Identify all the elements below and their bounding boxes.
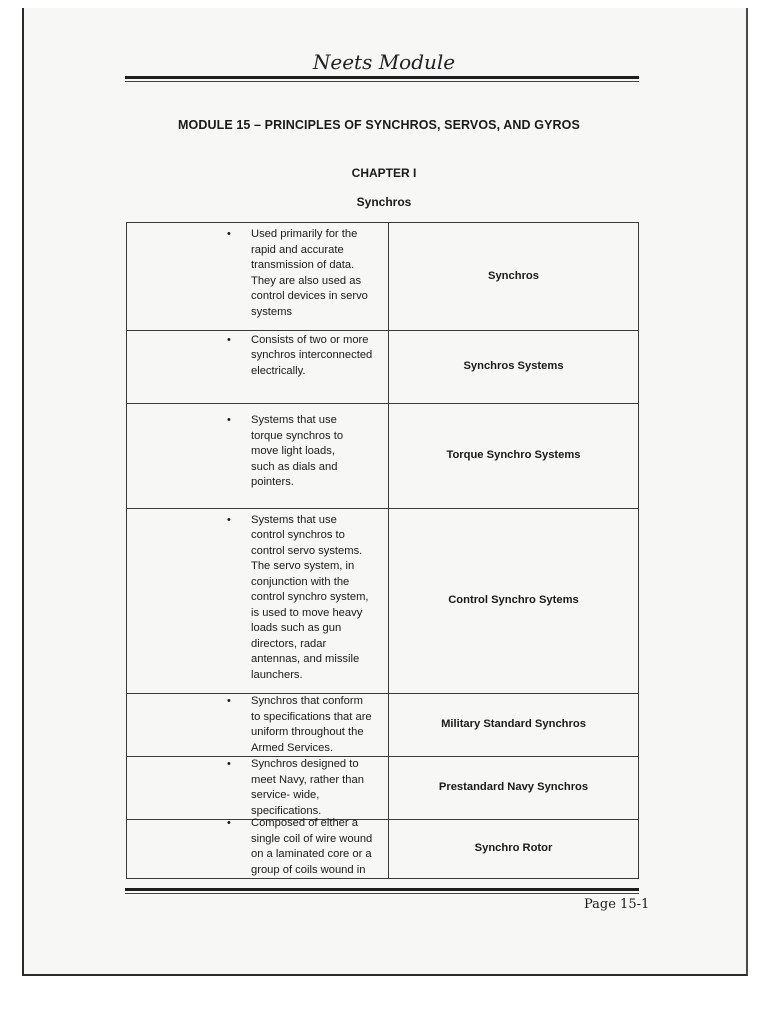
definition-text: Composed of either a single coil of wire wound on a laminated core or a group of coils wound in [251, 817, 373, 876]
bullet-icon: • [227, 817, 231, 829]
table-row [127, 694, 639, 757]
definition-text: Used primarily for the rapid and accurate transmission of data. They are also used as control devices in servo systems [251, 228, 368, 318]
term-cell: Control Synchro Sytems [389, 509, 639, 694]
table-row [127, 223, 639, 331]
table-row [127, 820, 639, 879]
bullet-icon: • [227, 333, 231, 346]
table-row [127, 404, 639, 509]
footer-rule-thin [125, 893, 639, 894]
bullet-icon: • [227, 228, 231, 240]
definition-text: Synchros that conform to specifications that are uniform throughout the Armed Services. [251, 695, 372, 754]
definition-cell [127, 817, 389, 879]
table-row [127, 509, 639, 694]
header-rule [125, 76, 639, 79]
definition-cell [127, 223, 389, 331]
term-cell: Synchro Rotor [389, 820, 639, 879]
bullet-icon: • [227, 414, 231, 427]
term-cell: Synchros Systems [389, 331, 639, 404]
definition-text: Systems that use torque synchros to move light loads, such as dials and pointers. [251, 414, 344, 489]
table-row [127, 331, 639, 404]
definition-text: Systems that use control synchros to control servo systems. The servo system, in conjunction with the control synchro system, is used to move heavy loads such as gun directors, radar antennas, and missile launchers. [251, 513, 369, 681]
term-cell: Torque Synchro Systems [389, 404, 639, 509]
definition-cell [127, 404, 389, 509]
footer-rule [125, 888, 639, 891]
bullet-icon: • [227, 513, 231, 526]
module-title: MODULE 15 – PRINCIPLES OF SYNCHROS, SERVOS, AND GYROS [178, 118, 580, 132]
chapter-heading: CHAPTER I [351, 166, 417, 180]
definition-cell [127, 509, 389, 694]
definition-text: Synchros designed to meet Navy, rather than service- wide, specifications. [251, 758, 364, 817]
header-rule-thin [125, 81, 639, 82]
definition-cell [127, 694, 389, 757]
page-number: Page 15-1 [584, 897, 650, 912]
table-row [127, 757, 639, 820]
section-title: Synchros [356, 195, 412, 209]
bullet-icon: • [227, 695, 231, 707]
bullet-icon: • [227, 758, 231, 770]
definitions-table [126, 222, 639, 879]
document-header-title: Neets Module [312, 50, 456, 74]
definition-cell [127, 757, 389, 820]
term-cell: Military Standard Synchros [389, 694, 639, 757]
definition-text: Consists of two or more synchros interconnected electrically. [251, 333, 373, 377]
definition-cell [127, 331, 389, 404]
term-cell: Synchros [389, 223, 639, 331]
term-cell: Prestandard Navy Synchros [389, 757, 639, 820]
